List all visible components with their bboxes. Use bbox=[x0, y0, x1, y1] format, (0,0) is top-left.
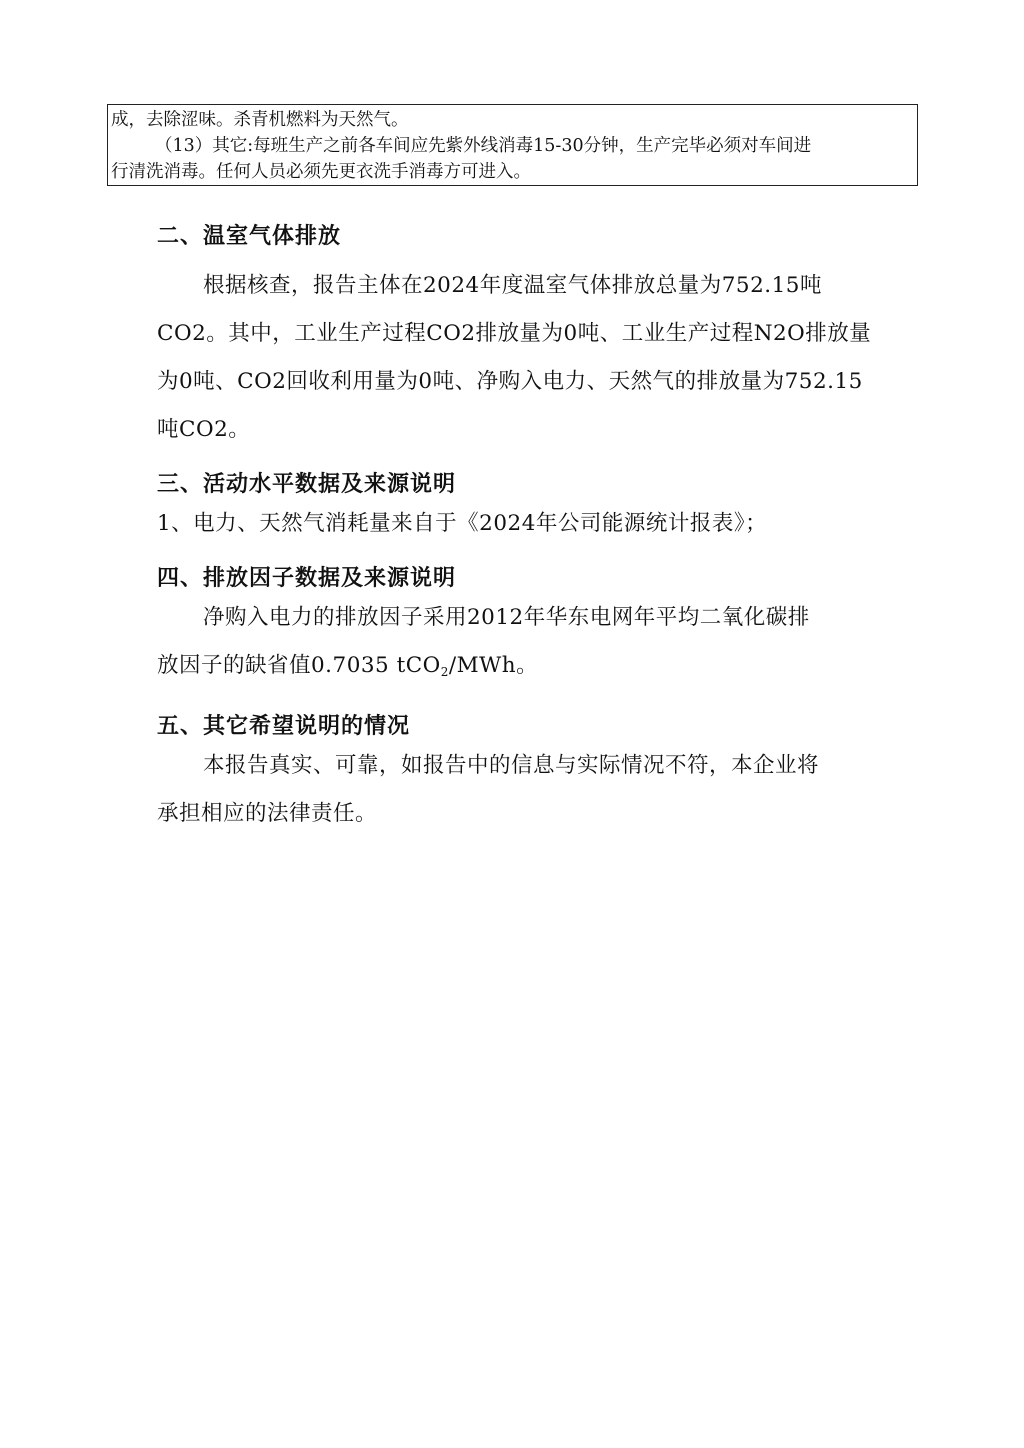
section-4-line-2 bbox=[157, 642, 887, 696]
section-4-line-1: 净购入电力的排放因子采用2012年华东电网年平均二氧化碳排 bbox=[203, 605, 810, 630]
section-3-heading: 三、活动水平数据及来源说明 bbox=[157, 472, 457, 497]
section-5-line-2: 承担相应的法律责任。 bbox=[157, 801, 378, 826]
section-4-paragraph bbox=[157, 594, 887, 696]
report-body bbox=[157, 222, 887, 838]
section-4-heading: 四、排放因子数据及来源说明 bbox=[157, 566, 457, 591]
section-2-paragraph bbox=[157, 262, 887, 454]
co2-subscript: 2 bbox=[440, 665, 449, 679]
section-2-line-2: CO2。其中，工业生产过程CO2排放量为0吨、工业生产过程N2O排放量 bbox=[157, 321, 872, 346]
section-5-heading: 五、其它希望说明的情况 bbox=[157, 714, 411, 739]
section-4-line-2-suffix: /MWh。 bbox=[448, 653, 539, 678]
section-3-paragraph bbox=[157, 500, 887, 548]
section-2-line-1: 根据核查，报告主体在2024年度温室气体排放总量为752.15吨 bbox=[203, 273, 822, 298]
section-4-line-2-prefix: 放因子的缺省值0.7035 tCO bbox=[157, 653, 441, 678]
section-5-paragraph bbox=[157, 742, 887, 838]
boxed-note bbox=[107, 104, 918, 186]
section-3-item-1: 1、电力、天然气消耗量来自于《2024年公司能源统计报表》； bbox=[157, 511, 768, 536]
section-5-line-1: 本报告真实、可靠，如报告中的信息与实际情况不符，本企业将 bbox=[203, 753, 820, 778]
section-2-heading: 二、温室气体排放 bbox=[157, 224, 342, 249]
section-2-line-4: 吨CO2。 bbox=[157, 417, 251, 442]
boxed-note-line-2: （13）其它:每班生产之前各车间应先紫外线消毒15-30分钟，生产完毕必须对车间进 bbox=[155, 136, 812, 156]
section-2-line-3: 为0吨、CO2回收利用量为0吨、净购入电力、天然气的排放量为752.15 bbox=[157, 369, 863, 394]
boxed-note-line-1: 成，去除涩味。杀青机燃料为天然气。 bbox=[111, 110, 409, 130]
boxed-note-line-3: 行清洗消毒。任何人员必须先更衣洗手消毒方可进入。 bbox=[111, 162, 531, 182]
